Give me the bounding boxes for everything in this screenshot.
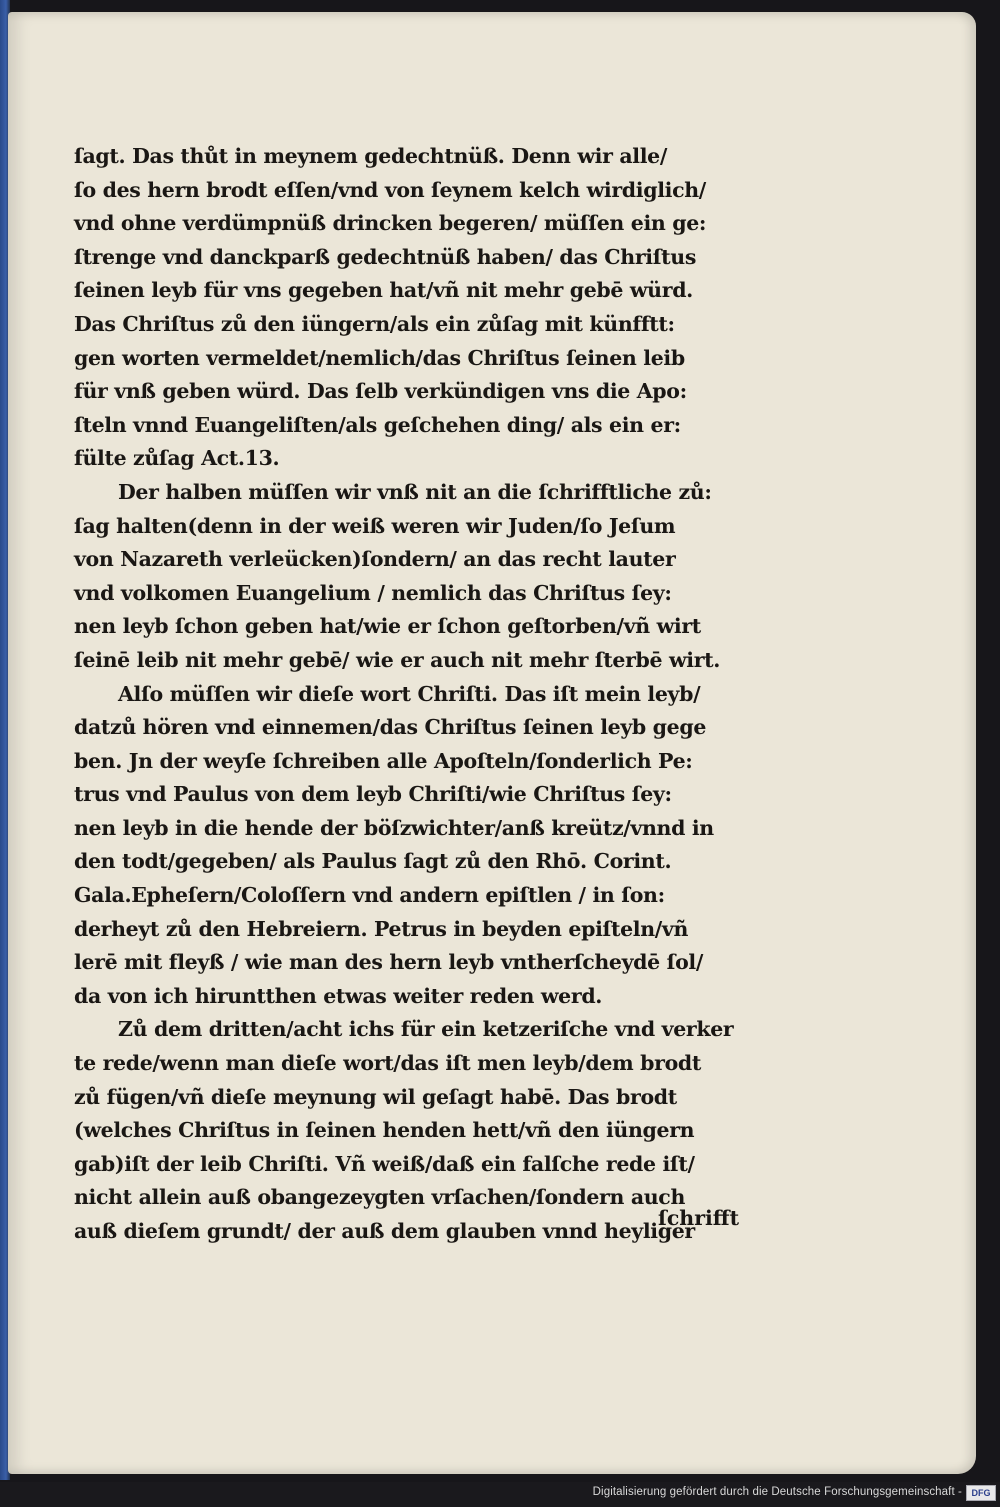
text-line: Gala.Epheſern/Coloſſern vnd andern epiſtlen / in ſon: bbox=[74, 883, 665, 908]
text-line: Das Chriſtus zů den iüngern/als ein zůſag mit künfftt: bbox=[74, 311, 675, 336]
text-line: nen leyb in die hende der böſzwichter/anß kreütz/vnnd in bbox=[74, 815, 714, 840]
text-line: gab)iſt der leib Chriſti. Vñ weiß/daß ein falſche rede iſt/ bbox=[74, 1151, 695, 1176]
paragraph-start-line: Zů dem dritten/acht ichs für ein ketzeriſche vnd verker bbox=[118, 1017, 734, 1042]
text-line: da von ich hiruntthen etwas weiter reden werd. bbox=[74, 983, 603, 1008]
text-line: nen leyb ſchon geben hat/wie er ſchon geſtorben/vñ wirt bbox=[74, 614, 701, 639]
text-line: vnd volkomen Euangelium / nemlich das Chriſtus ſey: bbox=[74, 580, 672, 605]
text-line: ſeinē leib nit mehr gebē/ wie er auch nit mehr ſterbē wirt. bbox=[74, 647, 721, 672]
text-block bbox=[74, 140, 794, 1249]
text-line: ben. Jn der weyſe ſchreiben alle Apoſteln/ſonderlich Pe: bbox=[74, 748, 693, 773]
book-page bbox=[8, 12, 976, 1474]
text-line: von Nazareth verleücken)ſondern/ an das recht lauter bbox=[74, 547, 676, 572]
text-line: für vnß geben würd. Das ſelb verkündigen vns die Apo: bbox=[74, 379, 687, 404]
text-line: auß dieſem grundt/ der auß dem glauben vnnd heyliger bbox=[74, 1219, 695, 1243]
text-line: zů fügen/vñ dieſe meynung wil geſagt habē. Das brodt bbox=[74, 1084, 677, 1109]
text-line: nicht allein auß obangezeygten vrſachen/ſondern auch bbox=[74, 1185, 685, 1210]
text-line: ſagt. Das thůt in meynem gedechtnüß. Denn wir alle/ bbox=[74, 144, 667, 168]
text-line: fülte zůſag Act.13. bbox=[74, 446, 280, 471]
text-line: datzů hören vnd einnemen/das Chriſtus ſeinen leyb gege bbox=[74, 715, 707, 740]
text-line: ſeinen leyb für vns gegeben hat/vñ nit mehr gebē würd. bbox=[74, 278, 693, 303]
text-line: (welches Chriſtus in ſeinen henden hett/vñ den iüngern bbox=[74, 1118, 695, 1143]
text-line: gen worten vermeldet/nemlich/das Chriſtus ſeinen leib bbox=[74, 345, 685, 370]
funding-notice: Digitalisierung gefördert durch die Deutsche Forschungsgemeinschaft - bbox=[592, 1486, 962, 1498]
catchword: ſchrifft bbox=[658, 1206, 740, 1230]
paragraph-start-line: Der halben müſſen wir vnß nit an die ſchrifftliche zů: bbox=[118, 479, 712, 504]
text-line: ſteln vnnd Euangeliſten/als geſchehen ding/ als ein er: bbox=[74, 412, 681, 437]
text-line: ſag halten(denn in der weiß weren wir Juden/ſo Jeſum bbox=[74, 513, 676, 538]
text-line: trus vnd Paulus von dem leyb Chriſti/wie Chriſtus ſey: bbox=[74, 782, 672, 807]
dfg-logo: DFG bbox=[966, 1485, 996, 1501]
text-line: derheyt zů den Hebreiern. Petrus in beyden epiſteln/vñ bbox=[74, 916, 689, 941]
text-line: te rede/wenn man dieſe wort/das iſt men leyb/dem brodt bbox=[74, 1051, 702, 1076]
text-line: vnd ohne verdümpnüß drincken begeren/ müſſen ein ge: bbox=[74, 211, 707, 236]
text-line: lerē mit fleyß / wie man des hern leyb vntherſcheydē ſol/ bbox=[74, 950, 704, 975]
footer-bar bbox=[0, 1482, 1000, 1507]
paragraph-start-line: Alſo müſſen wir dieſe wort Chriſti. Das iſt mein leyb/ bbox=[118, 681, 701, 706]
text-line: ſo des hern brodt eſſen/vnd von ſeynem kelch wirdiglich/ bbox=[74, 177, 706, 202]
text-line: den todt/gegeben/ als Paulus ſagt zů den Rhō. Corint. bbox=[74, 849, 672, 874]
text-line: ſtrenge vnd danckparß gedechtnüß haben/ das Chriſtus bbox=[74, 244, 697, 269]
